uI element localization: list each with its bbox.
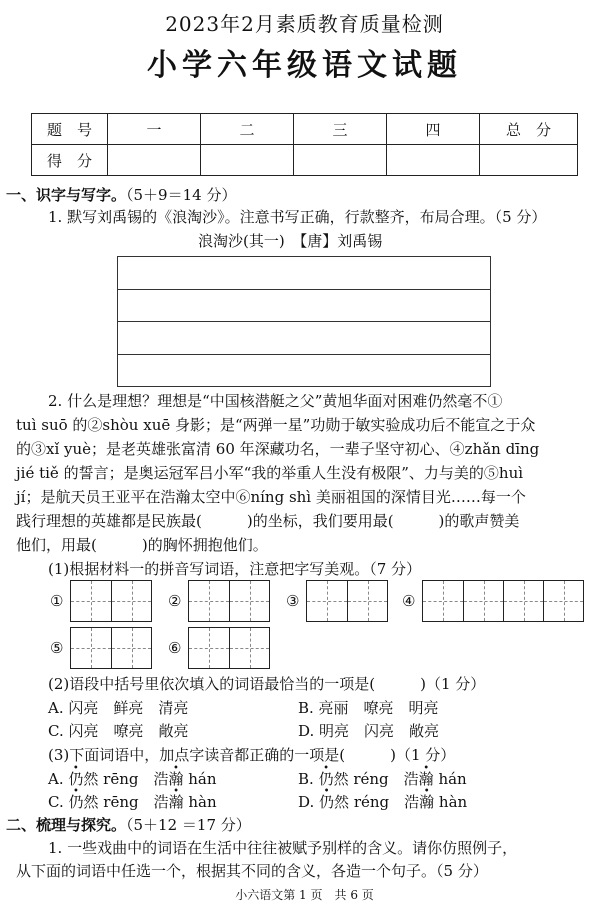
dotted-char: 瀚	[168, 793, 184, 811]
answer-group-3	[286, 580, 388, 622]
question-2-line: jié tiě 的誓言；是奥运冠军吕小军“我的举重人生没有极限”、力与美的⑤huì	[16, 464, 524, 482]
section-2-title: 二、梳理与探究。	[6, 816, 127, 834]
score-cell[interactable]	[480, 145, 578, 176]
answer-group-5	[50, 627, 152, 669]
option-d	[298, 791, 467, 813]
answer-box-set[interactable]	[70, 627, 152, 669]
sub-question-2: (2)语段中括号里依次填入的词语最恰当的一项是( )（1 分）	[48, 675, 486, 693]
sub-question-3: (3)下面词语中，加点字读音都正确的一项是( )（1 分）	[48, 746, 456, 764]
answer-number: ⑤	[50, 639, 64, 657]
score-header-cell: 四	[387, 114, 480, 145]
answer-group-4	[402, 580, 584, 622]
answer-box-set[interactable]	[188, 627, 270, 669]
char-box[interactable]	[71, 628, 111, 668]
question-2-line: 他们，用最( )的胸怀拥抱他们。	[16, 536, 268, 554]
char-box[interactable]	[111, 628, 151, 668]
question-2-line: 2. 什么是理想？理想是“中国核潜艇之父”黄旭华面对困难仍然毫不①	[48, 392, 503, 410]
dotted-char: 仍	[319, 793, 335, 811]
option-text: 然 rēng 浩	[83, 770, 169, 788]
writing-line[interactable]	[118, 290, 490, 323]
option-d: D. 明亮 闪亮 敞亮	[298, 722, 440, 740]
option-a: A. 闪亮 鲜亮 清亮	[48, 699, 189, 717]
score-row-label: 得 分	[32, 145, 108, 176]
section-1-points: （5＋9＝14 分）	[126, 186, 237, 204]
poem-writing-area[interactable]	[117, 256, 491, 387]
exam-title: 2023年2月素质教育质量检测	[165, 12, 444, 36]
score-header-cell: 题 号	[32, 114, 108, 145]
char-box[interactable]	[229, 581, 269, 621]
question-2-line: tuì suō 的②shòu xuē 身影；是“两弹一星”功勋于敏实验成功后不能宣之于众	[16, 416, 536, 434]
writing-line[interactable]	[118, 355, 490, 388]
writing-line[interactable]	[118, 322, 490, 355]
score-header-cell: 三	[294, 114, 387, 145]
section-2-question-1-line: 1. 一些戏曲中的词语在生活中往往被赋予别样的含义。请你仿照例子，	[48, 839, 518, 857]
dotted-char: 瀚	[419, 793, 435, 811]
char-box[interactable]	[503, 581, 543, 621]
section-2-points: （5＋12 ＝17 分）	[126, 816, 251, 834]
dotted-char: 仍	[68, 770, 84, 788]
answer-group-1	[50, 580, 152, 622]
score-cell[interactable]	[294, 145, 387, 176]
answer-number: ①	[50, 592, 64, 610]
answer-box-set[interactable]	[70, 580, 152, 622]
option-text: hán	[433, 770, 467, 788]
answer-box-set[interactable]	[188, 580, 270, 622]
score-cell[interactable]	[387, 145, 480, 176]
char-box[interactable]	[423, 581, 463, 621]
option-b: B. 亮丽 嘹亮 明亮	[298, 699, 439, 717]
question-2-line: jí；是航天员王亚平在浩瀚太空中⑥níng shì 美丽祖国的深情目光……每一个	[16, 488, 526, 506]
option-text: hán	[183, 770, 217, 788]
char-box[interactable]	[71, 581, 111, 621]
score-cell[interactable]	[201, 145, 294, 176]
option-letter: C.	[48, 793, 69, 811]
answer-group-6	[168, 627, 270, 669]
char-box[interactable]	[229, 628, 269, 668]
option-letter: B.	[298, 770, 319, 788]
poem-title: 浪淘沙(其一) 【唐】刘禹锡	[198, 232, 383, 250]
score-table-score-row	[32, 145, 578, 176]
option-text: 然 réng 浩	[333, 770, 419, 788]
char-box[interactable]	[347, 581, 387, 621]
score-header-cell: 一	[108, 114, 201, 145]
question-2-line: 践行理想的英雄都是民族最( )的坐标，我们要用最( )的歌声赞美	[16, 512, 520, 530]
option-c: C. 闪亮 嘹亮 敞亮	[48, 722, 189, 740]
score-table	[31, 113, 578, 176]
sub-question-1: (1)根据材料一的拼音写词语，注意把字写美观。（7 分）	[48, 560, 422, 578]
answer-group-2	[168, 580, 270, 622]
section-1-title: 一、识字与写字。	[6, 186, 127, 204]
score-header-cell: 二	[201, 114, 294, 145]
char-box[interactable]	[111, 581, 151, 621]
exam-subtitle: 小学六年级语文试题	[147, 48, 462, 83]
option-text: hàn	[434, 793, 468, 811]
answer-number: ③	[286, 592, 300, 610]
answer-box-set[interactable]	[422, 580, 584, 622]
dotted-char: 瀚	[168, 770, 184, 788]
dotted-char: 仍	[318, 770, 334, 788]
option-text: hàn	[183, 793, 217, 811]
question-1-text: 1. 默写刘禹锡的《浪淘沙》。注意书写正确，行款整齐，布局合理。（5 分）	[48, 208, 547, 226]
char-box[interactable]	[463, 581, 503, 621]
section-1-heading	[6, 184, 236, 205]
option-text: 然 réng 浩	[334, 793, 420, 811]
answer-number: ⑥	[168, 639, 182, 657]
page-footer: 小六语文第 1 页 共 6 页	[235, 888, 374, 902]
score-header-cell: 总 分	[480, 114, 578, 145]
answer-number: ④	[402, 592, 416, 610]
char-box[interactable]	[543, 581, 583, 621]
char-box[interactable]	[189, 581, 229, 621]
option-letter: A.	[48, 770, 69, 788]
score-table-header-row	[32, 114, 578, 145]
section-2-heading	[6, 814, 251, 835]
answer-number: ②	[168, 592, 182, 610]
char-box[interactable]	[307, 581, 347, 621]
option-text: 然 rēng 浩	[83, 793, 169, 811]
answer-box-set[interactable]	[306, 580, 388, 622]
section-2-question-1-line: 从下面的词语中任选一个，根据其不同的含义，各造一个句子。（5 分）	[16, 862, 488, 880]
dotted-char: 仍	[68, 793, 84, 811]
option-letter: D.	[298, 793, 320, 811]
writing-line[interactable]	[118, 257, 490, 290]
score-cell[interactable]	[108, 145, 201, 176]
question-2-line: 的③xǐ yuè；是老英雄张富清 60 年深藏功名，一辈子坚守初心、④zhǎn dīng	[16, 440, 540, 458]
dotted-char: 瀚	[418, 770, 434, 788]
option-c	[48, 791, 217, 813]
char-box[interactable]	[189, 628, 229, 668]
